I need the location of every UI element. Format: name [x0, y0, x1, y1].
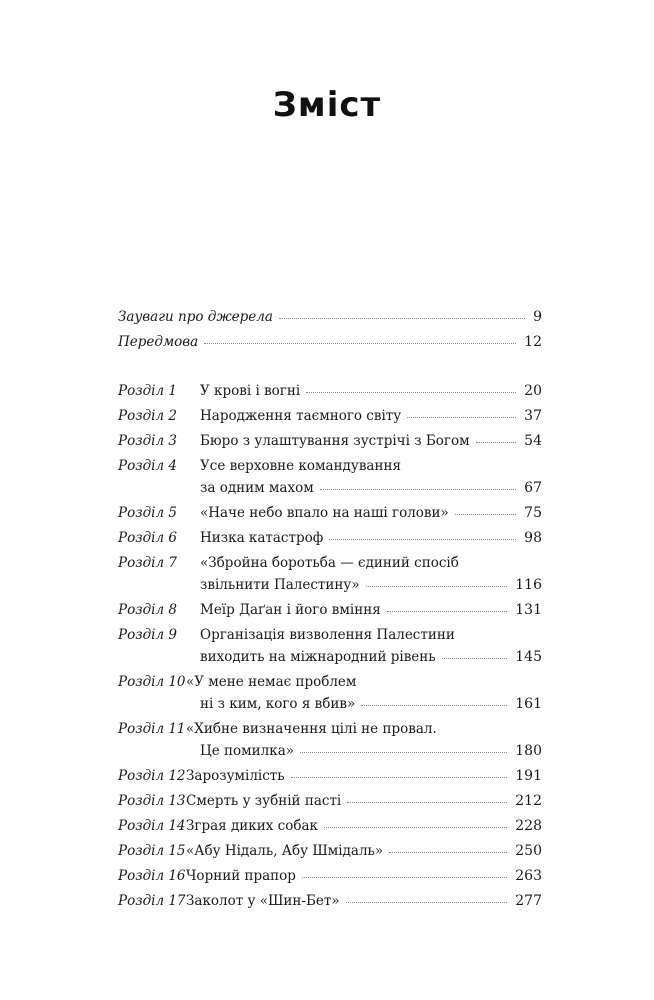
dot-leader — [300, 752, 507, 753]
chapter-title: «Збройна боротьба — єдиний спосіб — [200, 555, 459, 571]
toc-entry — [0, 502, 654, 524]
dot-leader — [329, 539, 516, 540]
chapter-title: Чорний прапор — [186, 868, 296, 884]
toc-entry — [0, 890, 654, 912]
page-number: 20 — [524, 383, 542, 399]
page-number: 212 — [515, 793, 542, 809]
page-number: 263 — [515, 868, 542, 884]
chapter-title: «У мене немає проблем — [186, 674, 357, 690]
toc-entry — [0, 527, 654, 549]
page-number: 161 — [515, 696, 542, 712]
page-number: 228 — [515, 818, 542, 834]
page-number: 54 — [524, 433, 542, 449]
dot-leader — [455, 514, 516, 515]
toc-entry — [0, 790, 654, 812]
page-number: 131 — [515, 602, 542, 618]
dot-leader — [347, 802, 507, 803]
dot-leader — [476, 442, 516, 443]
page-number: 191 — [515, 768, 542, 784]
chapter-title: ні з ким, кого я вбив» — [200, 696, 356, 712]
dot-leader — [291, 777, 507, 778]
page-number: 180 — [515, 743, 542, 759]
toc-entry — [0, 599, 654, 621]
page-number: 67 — [524, 480, 542, 496]
chapter-title: Меїр Даґан і його вміння — [200, 602, 381, 618]
dot-leader — [442, 658, 507, 659]
chapter-label: Розділ 3 — [118, 433, 177, 449]
page-number: 9 — [533, 309, 542, 325]
chapter-title: виходить на міжнародний рівень — [200, 649, 436, 665]
toc-entry — [0, 840, 654, 862]
dot-leader — [387, 611, 507, 612]
chapter-title: Низка катастроф — [200, 530, 324, 546]
chapter-title: Смерть у зубній пасті — [186, 793, 342, 809]
dot-leader — [389, 852, 507, 853]
toc-entry — [0, 405, 654, 427]
chapter-label: Розділ 14 — [118, 818, 186, 834]
chapter-label: Розділ 13 — [118, 793, 186, 809]
chapter-title: «Абу Нідаль, Абу Шмідаль» — [186, 843, 384, 859]
chapter-title: «Наче небо впало на наші голови» — [200, 505, 449, 521]
dot-leader — [361, 705, 507, 706]
page-title: Зміст — [272, 85, 382, 125]
entry-title: Передмова — [118, 334, 199, 350]
toc-entry — [0, 306, 654, 328]
page-number: 12 — [524, 334, 542, 350]
toc-entry — [0, 380, 654, 402]
toc-entry — [0, 865, 654, 887]
page-number: 98 — [524, 530, 542, 546]
toc-entry — [0, 718, 654, 762]
chapter-label: Розділ 9 — [118, 627, 177, 643]
chapter-label: Розділ 15 — [118, 843, 186, 859]
dot-leader — [204, 343, 516, 344]
chapter-label: Розділ 11 — [118, 721, 186, 737]
toc-entry — [0, 624, 654, 668]
chapter-title: Зграя диких собак — [186, 818, 318, 834]
toc-entry — [0, 671, 654, 715]
toc-entry — [0, 455, 654, 499]
page-number: 277 — [515, 893, 542, 909]
page-number: 116 — [515, 577, 542, 593]
dot-leader — [302, 877, 507, 878]
page-number: 145 — [515, 649, 542, 665]
chapter-label: Розділ 7 — [118, 555, 177, 571]
dot-leader — [366, 586, 507, 587]
chapter-title: «Хибне визначення цілі не провал. — [186, 721, 437, 737]
toc-entry — [0, 765, 654, 787]
dot-leader — [320, 489, 516, 490]
chapter-label: Розділ 17 — [118, 893, 186, 909]
chapter-label: Розділ 4 — [118, 458, 177, 474]
page-number: 75 — [524, 505, 542, 521]
dot-leader — [279, 318, 525, 319]
chapter-title: Усе верховне командування — [200, 458, 401, 474]
chapter-label: Розділ 12 — [118, 768, 186, 784]
chapter-title: за одним махом — [200, 480, 314, 496]
chapter-title: Народження таємного світу — [200, 408, 402, 424]
chapter-label: Розділ 1 — [118, 383, 177, 399]
chapter-title: Заколот у «Шин-Бет» — [186, 893, 340, 909]
chapter-title: звільнити Палестину» — [200, 577, 360, 593]
page-number: 250 — [515, 843, 542, 859]
chapter-title: Це помилка» — [200, 743, 294, 759]
dot-leader — [407, 417, 516, 418]
page-number: 37 — [524, 408, 542, 424]
chapter-label: Розділ 2 — [118, 408, 177, 424]
chapter-label: Розділ 10 — [118, 674, 186, 690]
toc-entry — [0, 552, 654, 596]
chapter-title: Бюро з улаштування зустрічі з Богом — [200, 433, 470, 449]
chapter-label: Розділ 16 — [118, 868, 186, 884]
dot-leader — [306, 392, 516, 393]
toc-entry — [0, 430, 654, 452]
toc-entry — [0, 331, 654, 353]
chapter-title: У крові і вогні — [200, 383, 301, 399]
chapter-label: Розділ 5 — [118, 505, 177, 521]
chapter-label: Розділ 6 — [118, 530, 177, 546]
toc-entry — [0, 815, 654, 837]
dot-leader — [346, 902, 507, 903]
chapter-title: Зарозумілість — [186, 768, 285, 784]
chapter-label: Розділ 8 — [118, 602, 177, 618]
dot-leader — [324, 827, 507, 828]
entry-title: Зауваги про джерела — [118, 309, 273, 325]
chapter-title: Організація визволення Палестини — [200, 627, 455, 643]
